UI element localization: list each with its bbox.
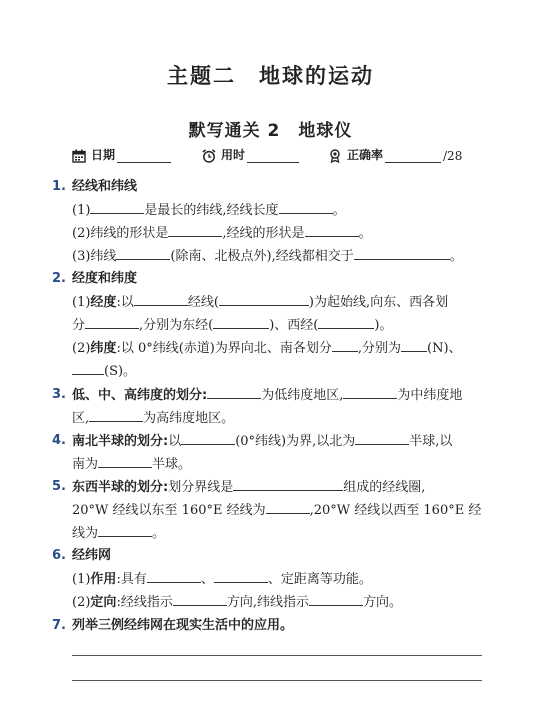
q6-line-1 [72, 570, 372, 589]
q5-line-3 [72, 524, 165, 543]
page-title: 主题二 地球的运动 [167, 64, 374, 88]
text: 方向,纬线指示 [226, 595, 309, 610]
answer-line[interactable] [72, 680, 482, 681]
q1-line-3 [72, 247, 463, 266]
q5-line-1 [72, 478, 425, 497]
text: 、 [200, 572, 214, 587]
text: 。 [449, 249, 463, 264]
text: :以 [116, 295, 134, 310]
text: (N)、 [427, 341, 462, 356]
question-number: 4. [52, 433, 66, 448]
question-heading: 低、中、高纬度的划分: [72, 388, 208, 403]
question-number: 6. [52, 548, 66, 563]
date-blank[interactable] [117, 148, 171, 163]
answer-blank[interactable] [134, 293, 188, 306]
answer-blank[interactable] [309, 593, 363, 606]
answer-blank[interactable] [173, 593, 227, 606]
question-heading: 列举三例经纬网在现实生活中的应用。 [72, 618, 294, 633]
answer-blank[interactable] [85, 316, 139, 329]
text: 线为 [72, 526, 99, 541]
text: (1) [72, 203, 91, 218]
question-heading: 经线和纬线 [72, 179, 138, 194]
text: (0°纬线)为界,以北为 [235, 434, 356, 449]
q2-line-4 [72, 362, 136, 381]
q4-line-2 [72, 455, 191, 474]
text: ,分别为 [357, 341, 402, 356]
text: 是最长的纬线,经线长度 [144, 203, 279, 218]
answer-blank[interactable] [116, 247, 170, 260]
text: (2) [72, 341, 91, 356]
question-number: 2. [52, 271, 66, 286]
answer-blank[interactable] [355, 432, 409, 445]
text: 经线( [187, 295, 219, 310]
question-heading: 东西半球的划分: [72, 480, 169, 495]
question-number: 5. [52, 479, 66, 494]
question-number: 7. [52, 618, 66, 633]
text: 为高纬度地区。 [143, 411, 235, 426]
medal-icon [328, 149, 342, 163]
text: )为起始线,向东、西各划 [308, 295, 449, 310]
calendar-icon [72, 149, 86, 163]
answer-blank[interactable] [181, 432, 235, 445]
q2-line-3 [72, 339, 462, 358]
q3-line-1 [72, 386, 462, 405]
q1-line-2 [72, 224, 372, 243]
question-number: 1. [52, 179, 66, 194]
text: 半球。 [152, 457, 192, 472]
answer-blank[interactable] [98, 455, 152, 468]
time-field [202, 146, 299, 163]
text: ,分别为东经( [139, 318, 214, 333]
answer-blank[interactable] [318, 316, 374, 329]
text: 以 [168, 434, 182, 449]
keyword: 定向 [90, 595, 117, 610]
text: 方向。 [362, 595, 402, 610]
answer-blank[interactable] [305, 224, 359, 237]
answer-blank[interactable] [168, 224, 222, 237]
text: )、西经( [269, 318, 319, 333]
answer-blank[interactable] [207, 386, 261, 399]
answer-blank[interactable] [354, 247, 450, 260]
keyword: 作用 [90, 572, 117, 587]
q3-line-2 [72, 409, 234, 428]
answer-blank[interactable] [233, 478, 343, 491]
text: (除南、北极点外),经线都相交于 [170, 249, 354, 264]
text: :经线指示 [116, 595, 173, 610]
date-label: 日期 [91, 148, 116, 162]
q2-line-2 [72, 316, 392, 335]
text: 为中纬度地 [397, 388, 463, 403]
text: 区, [72, 411, 90, 426]
answer-blank[interactable] [401, 339, 427, 352]
accuracy-total: /28 [443, 149, 463, 163]
text: (1) [72, 572, 91, 587]
q2-line-1 [72, 293, 448, 312]
text: ,经线的形状是 [222, 226, 305, 241]
text: ,20°W 经线以西至 160°E 经 [309, 503, 482, 518]
text: 。 [332, 203, 346, 218]
time-label: 用时 [221, 148, 246, 162]
q6-line-2 [72, 593, 402, 612]
answer-blank[interactable] [72, 362, 104, 375]
text: 半球,以 [409, 434, 453, 449]
answer-blank[interactable] [279, 201, 333, 214]
text: 南为 [72, 457, 99, 472]
q4-line-1 [72, 432, 452, 451]
text: :具有 [116, 572, 147, 587]
text: (2) [72, 595, 91, 610]
alarm-clock-icon [202, 149, 216, 163]
text: (3)纬线 [72, 249, 117, 264]
answer-blank[interactable] [214, 570, 268, 583]
answer-blank[interactable] [266, 501, 310, 514]
text: 。 [152, 526, 166, 541]
text: (2)纬线的形状是 [72, 226, 169, 241]
question-heading: 南北半球的划分: [72, 434, 169, 449]
text: )。 [374, 318, 393, 333]
q1-line-1 [72, 201, 346, 220]
time-blank[interactable] [247, 148, 299, 163]
text: 20°W 经线以东至 160°E 经线为 [72, 503, 266, 518]
text: (S)。 [104, 364, 137, 379]
text: 分 [72, 318, 86, 333]
accuracy-label: 正确率 [347, 148, 384, 162]
text: :以 0°纬线(赤道)为界向北、南各划分 [116, 341, 332, 356]
answer-blank[interactable] [89, 409, 143, 422]
answer-blank[interactable] [90, 201, 144, 214]
section-subtitle: 默写通关 2 地球仪 [188, 121, 353, 141]
text: 、定距离等功能。 [267, 572, 372, 587]
text: 组成的经线圈, [343, 480, 426, 495]
answer-blank[interactable] [213, 316, 269, 329]
answer-line[interactable] [72, 655, 482, 656]
accuracy-field [328, 146, 462, 163]
answer-blank[interactable] [343, 386, 397, 399]
text: 为低纬度地区, [261, 388, 344, 403]
answer-blank[interactable] [219, 293, 309, 306]
question-heading: 经纬网 [72, 548, 112, 563]
q5-line-2 [72, 501, 481, 520]
keyword: 纬度 [90, 341, 117, 356]
question-number: 3. [52, 387, 66, 402]
text: 划分界线是 [168, 480, 234, 495]
answer-blank[interactable] [147, 570, 201, 583]
answer-blank[interactable] [98, 524, 152, 537]
text: (1) [72, 295, 91, 310]
text: 。 [358, 226, 372, 241]
date-field [72, 146, 171, 163]
question-heading: 经度和纬度 [72, 271, 138, 286]
answer-blank[interactable] [332, 339, 358, 352]
keyword: 经度 [90, 295, 117, 310]
accuracy-blank[interactable] [385, 148, 441, 163]
